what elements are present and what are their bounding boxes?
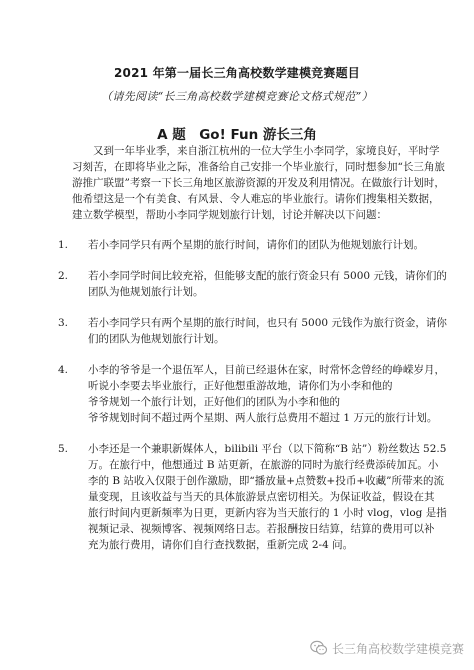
question-line: 若小李同学只有两个星期的旅行时间，也只有 5000 元钱作为旅行资金，请你 [88, 317, 447, 329]
question-line: 旅行时间内更新频率为日更，更新内容为当天旅行的 1 小时 vlog，vlog 是指 [88, 507, 447, 519]
watermark-text: 长三角高校数学建模竞赛 [331, 641, 464, 656]
wechat-icon [310, 640, 328, 656]
question-line: 们的团队为他规划旅行计划。 [88, 333, 225, 345]
problem-heading: A 题 Go! Fun 游长三角 [157, 127, 317, 143]
question-item [58, 441, 447, 553]
question-number: 3. [58, 317, 69, 329]
question-line: 视频记录、视频博客、视频网络日志。若报酬按日结算，结算的费用可以补 [88, 523, 435, 535]
question-line: 万。在旅行中，他想通过 B 站更新，在旅游的同时为旅行经费添砖加瓦。小 [88, 459, 439, 471]
question-number: 2. [58, 270, 69, 282]
question-line: 李的 B 站收入仅限于创作激励，即“播放量+点赞数+投币+收藏”所带来的流 [88, 475, 445, 487]
question-line: 爷爷规划一个旅行计划，正好他们的团队为小李和他的 [88, 396, 340, 408]
problem-body [58, 143, 447, 568]
question-line: 若小李同学只有两个星期的旅行时间，请你们的团队为他规划旅行计划。 [88, 239, 424, 251]
question-line: 小李还是一个兼职新媒体人，bilibili 平台（以下简称“B 站”）粉丝数达 52.5 [88, 443, 447, 455]
question-item [58, 315, 447, 347]
wechat-watermark [310, 637, 464, 659]
question-item [58, 237, 424, 253]
document-title: 2021 年第一届长三角高校数学建模竞赛题目 [114, 66, 360, 80]
question-number: 5. [58, 443, 69, 455]
question-line: 团队为他规划旅行计划。 [88, 286, 204, 298]
question-item [58, 362, 445, 426]
document-subtitle: （请先阅读“长三角高校数学建模竞赛论文格式规范”） [101, 90, 373, 103]
intro-line: 又到一年毕业季，来自浙江杭州的一位大学生小李同学，家境良好，平时学 [93, 145, 440, 157]
question-number: 4. [58, 364, 69, 376]
intro-line: 他希望这是一个有美食、有风景、令人难忘的毕业旅行。请你们搜集相关数据， [72, 193, 440, 205]
question-line: 量变现，且该收益与当天的具体旅游景点密切相关。为保证收益，假设在其 [88, 491, 435, 503]
question-line: 小李的爷爷是一个退伍军人，目前已经退休在家，时常怀念曾经的峥嵘岁月， [88, 364, 445, 376]
question-line: 充为旅行费用，请你们自行查找数据，重新完成 2-4 问。 [88, 539, 354, 551]
question-item [58, 268, 447, 300]
intro-paragraph [72, 143, 445, 223]
intro-line: 游推广联盟”考察一下长三角地区旅游资源的开发及利用情况。在做旅行计划时， [72, 177, 445, 189]
intro-line: 建立数学模型，帮助小李同学规划旅行计划，讨论并解决以下问题： [72, 209, 387, 221]
question-line: 听说小李要去毕业旅行，正好他想重游故地，请你们为小李和他的 [88, 380, 393, 392]
question-line: 若小李同学时间比较充裕，但能够支配的旅行资金只有 5000 元钱，请你们的 [88, 270, 447, 282]
question-line: 爷爷规划时间不超过两个星期、两人旅行总费用不超过 1 万元的旅行计划。 [88, 412, 438, 424]
question-number: 1. [58, 239, 69, 251]
intro-line: 习刻苦，在即将毕业之际，准备给自己安排一个毕业旅行，同时想参加“长三角旅 [72, 161, 445, 173]
